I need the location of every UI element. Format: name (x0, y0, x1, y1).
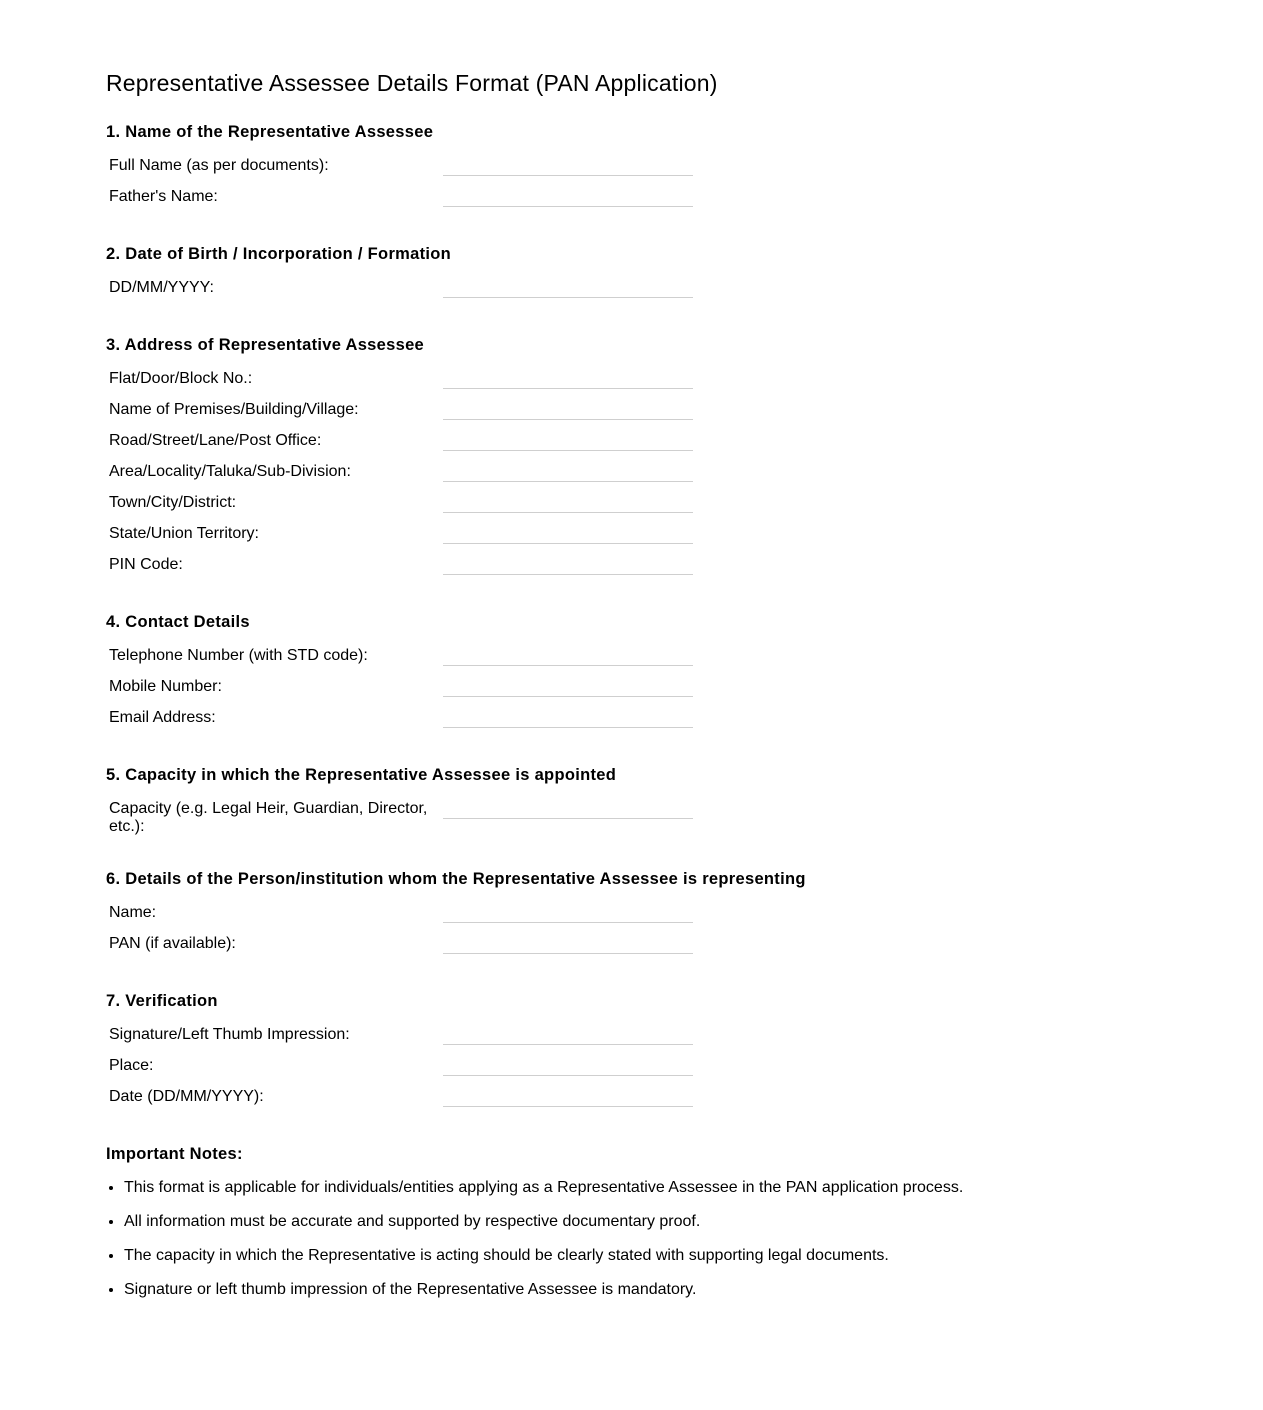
field-label-area: Area/Locality/Taluka/Sub-Division: (109, 463, 351, 480)
field-row (106, 933, 1263, 964)
document-title: Representative Assessee Details Format (PAN Application) (106, 70, 718, 96)
pin-code-input[interactable] (443, 554, 693, 575)
field-row (106, 1055, 1263, 1086)
field-row (106, 461, 1263, 492)
section-date-of-birth (106, 245, 1263, 308)
field-row (106, 492, 1263, 523)
section-heading: 6. Details of the Person/institution whom the Representative Assessee is representing (106, 870, 806, 888)
section-represented-person (106, 870, 1263, 964)
field-label-flat: Flat/Door/Block No.: (109, 370, 253, 387)
section-heading: 4. Contact Details (106, 613, 250, 631)
field-label-signature: Signature/Left Thumb Impression: (109, 1026, 350, 1043)
field-row (106, 155, 1263, 186)
list-item: • The capacity in which the Representative is acting should be clearly stated with supporting legal documents. (124, 1246, 1263, 1265)
field-row (106, 1024, 1263, 1055)
field-label-town: Town/City/District: (109, 494, 237, 511)
field-row (106, 707, 1263, 738)
field-row (106, 277, 1263, 308)
field-row (106, 902, 1263, 933)
mobile-input[interactable] (443, 676, 693, 697)
field-row (106, 399, 1263, 430)
area-locality-input[interactable] (443, 461, 693, 482)
capacity-input[interactable] (443, 798, 693, 819)
field-label-mobile: Mobile Number: (109, 678, 222, 695)
field-label-place: Place: (109, 1057, 154, 1074)
field-label-full-name: Full Name (as per documents): (109, 157, 329, 174)
field-label-telephone: Telephone Number (with STD code): (109, 647, 368, 664)
notes-heading: Important Notes: (106, 1145, 243, 1163)
field-label-road: Road/Street/Lane/Post Office: (109, 432, 322, 449)
section-name (106, 123, 1263, 217)
important-notes (106, 1145, 1263, 1299)
section-heading: 5. Capacity in which the Representative Assessee is appointed (106, 766, 617, 784)
list-item: • Signature or left thumb impression of the Representative Assessee is mandatory. (124, 1280, 1263, 1299)
field-label-date: DD/MM/YYYY: (109, 279, 214, 296)
field-row (106, 645, 1263, 676)
list-item: • This format is applicable for individuals/entities applying as a Representative Assessee in the PAN application process. (124, 1178, 1263, 1197)
field-label-state: State/Union Territory: (109, 525, 259, 542)
field-label-father-name: Father's Name: (109, 188, 218, 205)
field-label-verification-date: Date (DD/MM/YYYY): (109, 1088, 264, 1105)
field-row (106, 186, 1263, 217)
field-label-name: Name: (109, 904, 157, 921)
field-row (106, 430, 1263, 461)
section-heading: 2. Date of Birth / Incorporation / Formation (106, 245, 452, 263)
state-input[interactable] (443, 523, 693, 544)
section-contact (106, 613, 1263, 738)
section-heading: 7. Verification (106, 992, 218, 1010)
field-label-pan: PAN (if available): (109, 935, 236, 952)
telephone-input[interactable] (443, 645, 693, 666)
town-city-input[interactable] (443, 492, 693, 513)
section-address (106, 336, 1263, 585)
signature-input[interactable] (443, 1024, 693, 1045)
section-heading: 3. Address of Representative Assessee (106, 336, 425, 354)
road-street-input[interactable] (443, 430, 693, 451)
section-capacity (106, 766, 1263, 842)
field-row (106, 676, 1263, 707)
field-row (106, 1086, 1263, 1117)
father-name-input[interactable] (443, 186, 693, 207)
flat-door-block-input[interactable] (443, 368, 693, 389)
field-label-email: Email Address: (109, 709, 216, 726)
email-input[interactable] (443, 707, 693, 728)
represented-name-input[interactable] (443, 902, 693, 923)
place-input[interactable] (443, 1055, 693, 1076)
pan-input[interactable] (443, 933, 693, 954)
field-label-premises: Name of Premises/Building/Village: (109, 401, 359, 418)
verification-date-input[interactable] (443, 1086, 693, 1107)
field-row (106, 798, 1263, 842)
premises-input[interactable] (443, 399, 693, 420)
list-item: • All information must be accurate and supported by respective documentary proof. (124, 1212, 1263, 1231)
field-label-pin: PIN Code: (109, 556, 183, 573)
full-name-input[interactable] (443, 155, 693, 176)
field-row (106, 523, 1263, 554)
field-row (106, 368, 1263, 399)
notes-list (106, 1178, 1263, 1299)
section-heading: 1. Name of the Representative Assessee (106, 123, 434, 141)
section-verification (106, 992, 1263, 1117)
field-label-capacity: Capacity (e.g. Legal Heir, Guardian, Director, etc.): (109, 800, 428, 835)
field-row (106, 554, 1263, 585)
date-of-birth-input[interactable] (443, 277, 693, 298)
